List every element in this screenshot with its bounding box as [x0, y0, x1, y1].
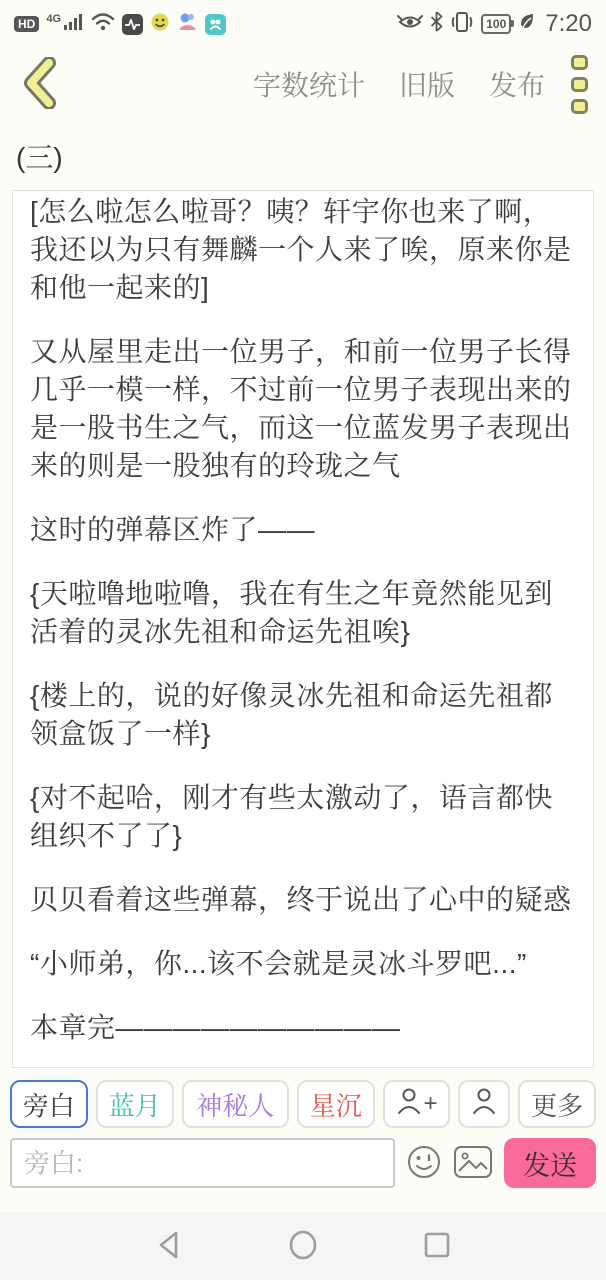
character-button-label: 旁白 — [22, 1090, 75, 1121]
network-type-label: 4G — [46, 13, 62, 25]
paragraph: “小师弟，你...该不会就是灵冰斗罗吧...” — [30, 948, 527, 979]
kebab-dot — [571, 55, 588, 70]
paragraph: {对不起哈，刚才有些太激动了，语言都快组织不了了} — [30, 782, 553, 851]
publish-button[interactable]: 发布 — [488, 70, 545, 101]
smiley-icon — [405, 1143, 443, 1184]
image-icon — [453, 1145, 493, 1182]
power-saving-leaf-icon — [518, 12, 536, 36]
nav-back-triangle-icon — [152, 1228, 186, 1265]
send-button[interactable]: 发送 — [504, 1138, 596, 1188]
more-button-label: 更多 — [531, 1090, 584, 1121]
composer-row — [0, 1128, 606, 1188]
kebab-menu-button[interactable] — [571, 55, 588, 114]
nav-recents-button[interactable] — [420, 1228, 454, 1265]
bluetooth-icon — [430, 11, 443, 37]
insert-image-button[interactable] — [453, 1145, 493, 1182]
wifi-icon — [91, 12, 115, 36]
character-button-label: 星沉 — [309, 1090, 362, 1121]
back-button[interactable] — [18, 58, 62, 110]
chapter-title: (三) — [16, 142, 63, 173]
paragraph: 本章完—————————— — [30, 1012, 401, 1043]
game-app-icon — [205, 14, 226, 35]
plus-icon: + — [423, 1090, 438, 1117]
character-button-label: 神秘人 — [196, 1090, 275, 1121]
nav-back-button[interactable] — [152, 1228, 186, 1265]
paragraph: {天啦噜地啦噜，我在有生之年竟然能见到活着的灵冰先祖和命运先祖唉} — [30, 578, 553, 647]
paragraph: [怎么啦怎么啦哥？咦？轩宇你也来了啊，我还以为只有舞麟一个人来了唉，原来你是和他一起来的] — [30, 196, 572, 303]
more-characters-button[interactable] — [518, 1080, 596, 1128]
battery-icon: 100 — [481, 14, 511, 34]
paragraph: {楼上的，说的好像灵冰先祖和命运先祖都领盒饭了一样} — [30, 680, 553, 749]
person-icon — [396, 1087, 422, 1122]
character-button-narrator[interactable] — [10, 1080, 88, 1128]
character-button-label: 蓝月 — [108, 1090, 161, 1121]
kebab-dot — [571, 77, 588, 92]
old-version-button[interactable]: 旧版 — [398, 70, 455, 101]
character-button-shenmiren[interactable] — [182, 1080, 289, 1128]
character-button-xingchen[interactable] — [297, 1080, 375, 1128]
character-list-button[interactable] — [458, 1080, 510, 1128]
health-app-icon — [122, 14, 143, 35]
paragraph: 贝贝看着这些弹幕，终于说出了心中的疑惑 — [30, 884, 572, 915]
emoji-button[interactable] — [405, 1143, 443, 1184]
kebab-dot — [571, 99, 588, 114]
eye-comfort-icon — [397, 12, 423, 37]
emoji-app-icon — [150, 12, 170, 37]
nav-home-button[interactable] — [286, 1228, 320, 1265]
nav-home-circle-icon — [286, 1228, 320, 1265]
editor-header — [0, 48, 606, 120]
back-chevron-icon — [21, 57, 59, 112]
signal-strength-icon — [64, 13, 84, 36]
dialogue-input[interactable] — [10, 1138, 395, 1188]
hd-badge-icon: HD — [14, 16, 39, 32]
person-icon — [471, 1087, 497, 1122]
clock-time: 7:20 — [545, 10, 592, 37]
nav-recents-square-icon — [420, 1228, 454, 1265]
vibrate-icon — [450, 11, 474, 38]
add-character-button[interactable] — [383, 1080, 451, 1128]
paragraph: 这时的弹幕区炸了—— — [30, 514, 316, 545]
paragraph: 又从屋里走出一位男子，和前一位男子长得几乎一模一样，不过前一位男子表现出来的是一股书生之气，而这一位蓝发男子表现出来的则是一股独有的玲珑之气 — [30, 336, 572, 481]
status-bar — [0, 0, 606, 48]
character-button-lanyue[interactable] — [96, 1080, 174, 1128]
android-navigation-bar — [0, 1212, 606, 1280]
character-bar — [0, 1068, 606, 1128]
chapter-text-editor[interactable] — [12, 190, 594, 1068]
social-app-icon — [177, 11, 198, 37]
word-count-button[interactable]: 字数统计 — [252, 70, 365, 101]
